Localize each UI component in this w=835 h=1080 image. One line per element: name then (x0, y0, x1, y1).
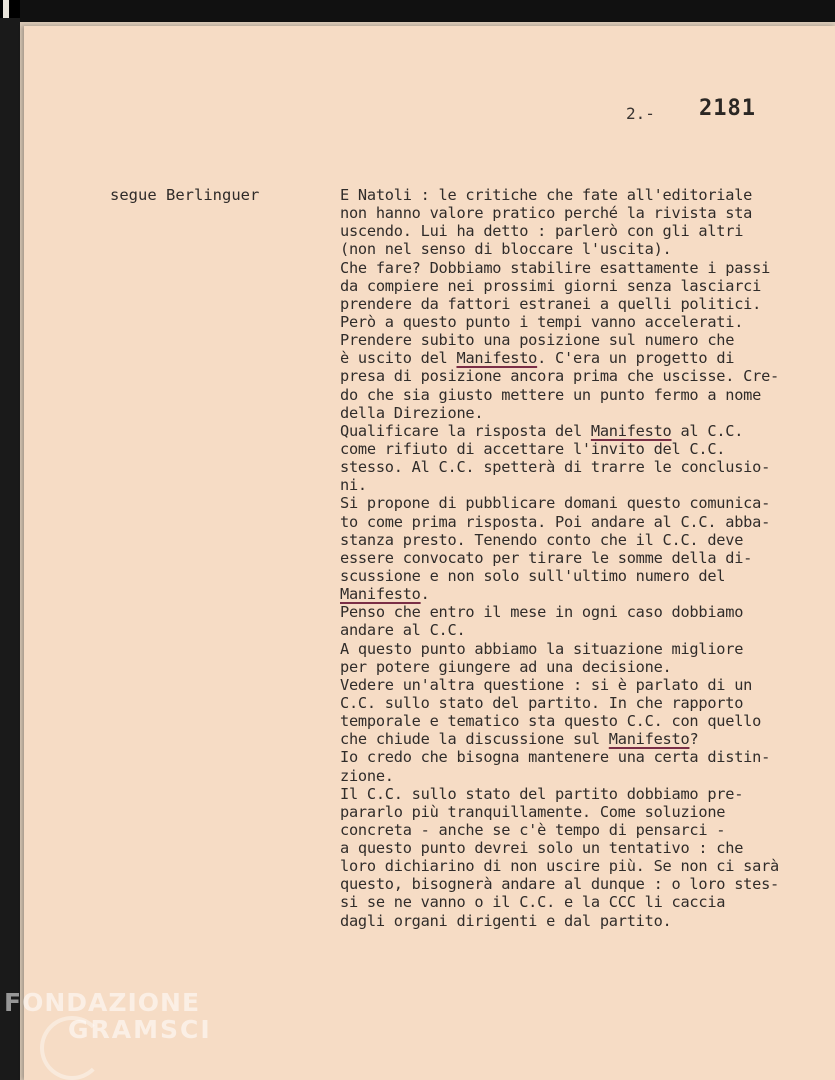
watermark-line1: FONDAZIONE (4, 988, 201, 1017)
text-segment: prendere da fattori estranei a quelli politici. (340, 294, 762, 313)
text-segment: A questo punto abbiamo la situazione migliore (340, 639, 744, 658)
text-line (340, 694, 820, 712)
text-line (340, 386, 820, 404)
page-number: 2.- (626, 104, 655, 123)
text-segment: della Direzione. (340, 403, 484, 422)
underlined-title: Manifesto (590, 421, 672, 440)
text-line (340, 240, 820, 258)
text-segment: stesso. Al C.C. spetterà di trarre le conclusio- (340, 458, 771, 477)
text-line (340, 476, 820, 494)
text-line (340, 730, 820, 748)
text-line (340, 313, 820, 331)
text-segment: to come prima risposta. Poi andare al C.C. abba- (340, 512, 771, 531)
text-line (340, 367, 820, 385)
speaker-label: segue Berlinguer (110, 186, 260, 204)
text-line (340, 204, 820, 222)
scan-border-top (0, 0, 835, 22)
text-segment: C.C. sullo stato del partito. In che rapporto (340, 693, 744, 712)
text-line (340, 404, 820, 422)
text-segment: questo, bisognerà andare al dunque : o loro stes- (340, 875, 780, 894)
text-line (340, 875, 820, 893)
text-line (340, 458, 820, 476)
text-line (340, 349, 820, 367)
text-line (340, 222, 820, 240)
text-segment: . (420, 585, 430, 604)
underlined-title: Manifesto (456, 349, 538, 368)
text-segment: pararlo più tranquillamente. Come soluzione (340, 802, 726, 821)
text-segment: Il C.C. sullo stato del partito dobbiamo pre- (340, 784, 744, 803)
watermark-emblem (40, 1016, 104, 1080)
text-segment: concreta - anche se c'è tempo di pensarci - (340, 820, 726, 839)
text-line (340, 767, 820, 785)
text-line (340, 531, 820, 549)
text-line (340, 658, 820, 676)
text-segment: zione. (340, 766, 394, 785)
text-segment: E Natoli : le critiche che fate all'editoriale (340, 186, 753, 204)
text-segment: Vedere un'altra questione : si è parlato di un (340, 675, 753, 694)
text-line (340, 839, 820, 857)
text-segment: per potere giungere ad una decisione. (340, 657, 672, 676)
text-segment: do che sia giusto mettere un punto fermo a nome (340, 385, 762, 404)
text-line (340, 440, 820, 458)
text-segment: a questo punto devrei solo un tentativo : che (340, 839, 744, 858)
text-line (340, 603, 820, 621)
text-line (340, 277, 820, 295)
text-segment: stanza presto. Tenendo conto che il C.C. deve (340, 530, 744, 549)
text-line (340, 494, 820, 512)
scan-strip (3, 0, 9, 18)
text-segment: Che fare? Dobbiamo stabilire esattamente i passi (340, 258, 771, 277)
text-segment: loro dichiarino di non uscire più. Se non ci sarà (340, 857, 780, 876)
text-segment: Penso che entro il mese in ogni caso dobbiamo (340, 603, 744, 622)
text-line (340, 676, 820, 694)
text-segment: (non nel senso di bloccare l'uscita). (340, 240, 672, 259)
text-segment: al C.C. (671, 421, 744, 440)
body-text (340, 186, 820, 930)
text-line (340, 186, 820, 204)
text-line (340, 712, 820, 730)
text-segment: andare al C.C. (340, 621, 466, 640)
text-line (340, 912, 820, 930)
text-line (340, 513, 820, 531)
text-line (340, 585, 820, 603)
text-segment: Qualificare la risposta del (340, 421, 591, 440)
text-line (340, 567, 820, 585)
text-line (340, 785, 820, 803)
text-segment: ? (689, 730, 699, 749)
text-segment: dagli organi dirigenti e dal partito. (340, 911, 672, 930)
text-segment: Prendere subito una posizione sul numero che (340, 331, 735, 350)
text-segment: presa di posizione ancora prima che uscisse. Cre- (340, 367, 780, 386)
text-line (340, 422, 820, 440)
text-line (340, 259, 820, 277)
text-segment: è uscito del (340, 349, 457, 368)
text-segment: non hanno valore pratico perché la rivista sta (340, 204, 753, 223)
text-segment: come rifiuto di accettare l'invito del C.C. (340, 439, 726, 458)
document-number: 2181 (699, 96, 756, 121)
text-line (340, 621, 820, 639)
text-segment: Io credo che bisogna mantenere una certa distin- (340, 748, 771, 767)
underlined-title: Manifesto (608, 730, 690, 749)
text-segment: Però a questo punto i tempi vanno accelerati. (340, 312, 744, 331)
text-segment: scussione e non solo sull'ultimo numero del (340, 566, 726, 585)
text-segment: ni. (340, 476, 367, 495)
text-line (340, 640, 820, 658)
text-segment: temporale e tematico sta questo C.C. con quello (340, 712, 762, 731)
text-line (340, 857, 820, 875)
text-segment: uscendo. Lui ha detto : parlerò con gli altri (340, 222, 744, 241)
archive-watermark (4, 988, 212, 1044)
text-line (340, 748, 820, 766)
text-segment: che chiude la discussione sul (340, 730, 609, 749)
text-line (340, 331, 820, 349)
text-line (340, 803, 820, 821)
text-segment: Si propone di pubblicare domani questo comunica- (340, 494, 771, 513)
text-segment: . C'era un progetto di (537, 349, 735, 368)
underlined-title: Manifesto (340, 585, 421, 604)
text-line (340, 821, 820, 839)
text-segment: si se ne vanno o il C.C. e la CCC li caccia (340, 893, 726, 912)
text-segment: essere convocato per tirare le somme della di- (340, 548, 753, 567)
scan-border-left (0, 0, 20, 1080)
text-line (340, 295, 820, 313)
watermark-line2: GRAMSCI (68, 1015, 212, 1044)
text-line (340, 549, 820, 567)
text-line (340, 893, 820, 911)
text-segment: da compiere nei prossimi giorni senza lasciarci (340, 276, 762, 295)
